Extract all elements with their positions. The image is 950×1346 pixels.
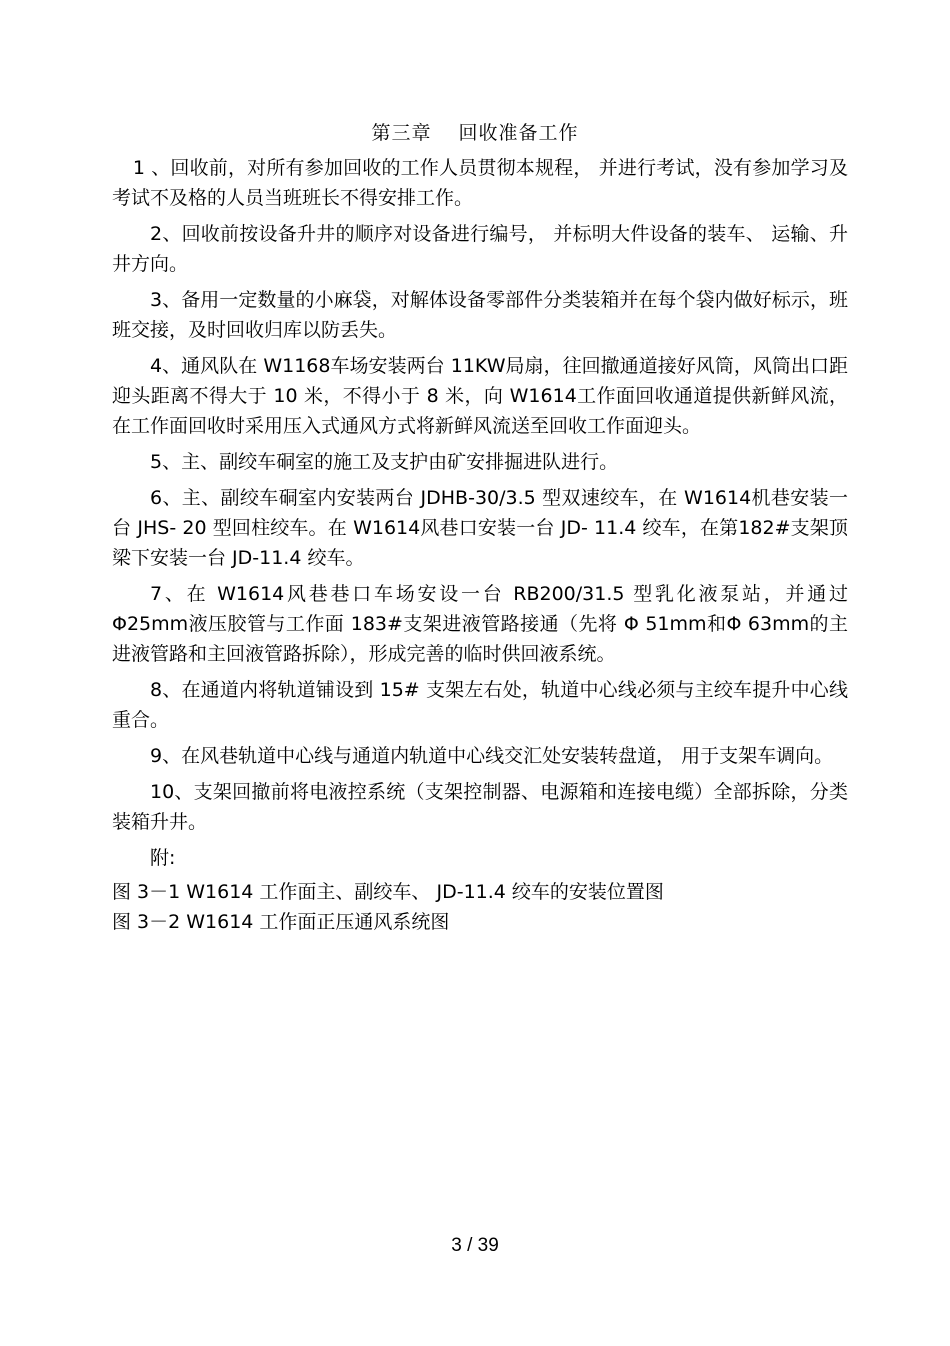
paragraph-7: 7、在 W1614风巷巷口车场安设一台 RB200/31.5 型乳化液泵站，并通过 Φ25mm液压胶管与工作面 183#支架进液管路接通（先将 Φ 51mm和Φ 63mm的主进液管路和主回液管路拆除），形成完善的临时供回液系统。 [112,583,848,665]
paragraph-8: 8、在通道内将轨道铺设到 15# 支架左右处，轨道中心线必须与主绞车提升中心线重合。 [112,679,848,731]
paragraph-1: 1 、回收前，对所有参加回收的工作人员贯彻本规程， 并进行考试，没有参加学习及考试不及格的人员当班班长不得安排工作。 [112,157,848,209]
paragraph-9: 9、在风巷轨道中心线与通道内轨道中心线交汇处安装转盘道， 用于支架车调向。 [150,745,834,767]
figure-caption-1: 图 3－1 W1614 工作面主、副绞车、 JD-11.4 绞车的安装位置图 [112,881,664,903]
figure-caption-2: 图 3－2 W1614 工作面正压通风系统图 [112,911,450,933]
chapter-title: 第三章 回收准备工作 [371,122,579,144]
page-number: 3 / 39 [451,1235,499,1256]
paragraph-4: 4、通风队在 W1168车场安装两台 11KW局扇，往回撤通道接好风筒，风筒出口距迎头距离不得大于 10 米，不得小于 8 米，向 W1614工作面回收通道提供新鲜风流，在工作面回收时采用压入式通风方式将新鲜风流送至回收工作面迎头。 [112,355,848,437]
appendix-label: 附: [150,847,176,869]
paragraph-10: 10、支架回撤前将电液控系统（支架控制器、电源箱和连接电缆）全部拆除，分类装箱升井。 [112,781,848,833]
paragraph-5: 5、主、副绞车硐室的施工及支护由矿安排掘进队进行。 [150,451,619,473]
paragraph-6: 6、主、副绞车硐室内安装两台 JDHB-30/3.5 型双速绞车，在 W1614机巷安装一台 JHS- 20 型回柱绞车。在 W1614风巷口安装一台 JD- 11.4 绞车，在第182#支架顶梁下安装一台 JD-11.4 绞车。 [112,487,848,569]
document-body [112,153,848,937]
paragraph-3: 3、备用一定数量的小麻袋，对解体设备零部件分类装箱并在每个袋内做好标示，班班交接，及时回收归库以防丢失。 [112,289,848,341]
paragraph-2: 2、回收前按设备升井的顺序对设备进行编号， 并标明大件设备的装车、 运输、升井方向。 [112,223,848,275]
